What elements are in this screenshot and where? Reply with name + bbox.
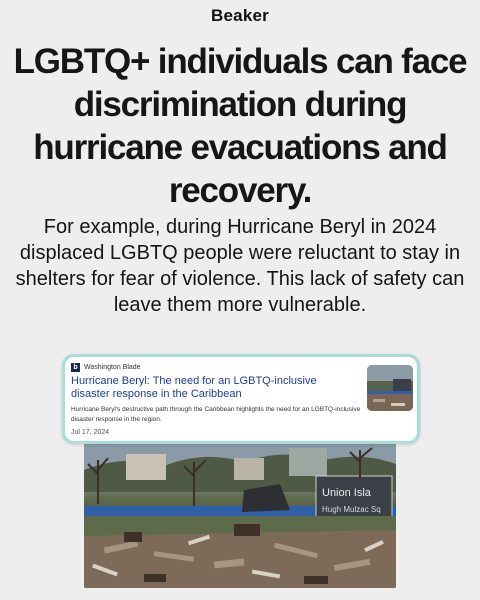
- article-title[interactable]: Hurricane Beryl: The need for an LGBTQ-inclusive disaster response in the Caribbean: [71, 375, 317, 400]
- sign-text-2: Hugh Mulzac Sq: [322, 505, 381, 514]
- source-logo-icon: b: [71, 363, 80, 372]
- article-date: Jul 17, 2024: [71, 429, 110, 436]
- article-card[interactable]: [62, 354, 420, 444]
- headline: LGBTQ+ individuals can face discrimination during hurricane evacuations and recovery.: [13, 42, 467, 210]
- source-row: [71, 363, 141, 372]
- brand-logo: Beaker: [211, 6, 269, 25]
- sign-text-1: Union Isla: [322, 487, 371, 499]
- body-text: For example, during Hurricane Beryl in 2024 displaced LGBTQ people were reluctant to stay in shelters for fear of violence. This lack of safety can leave them more vulnerable.: [15, 216, 465, 316]
- source-name: Washington Blade: [84, 364, 141, 371]
- article-description: Hurricane Beryl's destructive path through the Caribbean highlights the need for an LGBTQ-inclusive disaster response in the region.: [71, 406, 361, 423]
- article-thumbnail[interactable]: [367, 365, 413, 411]
- hurricane-damage-photo: [84, 440, 396, 588]
